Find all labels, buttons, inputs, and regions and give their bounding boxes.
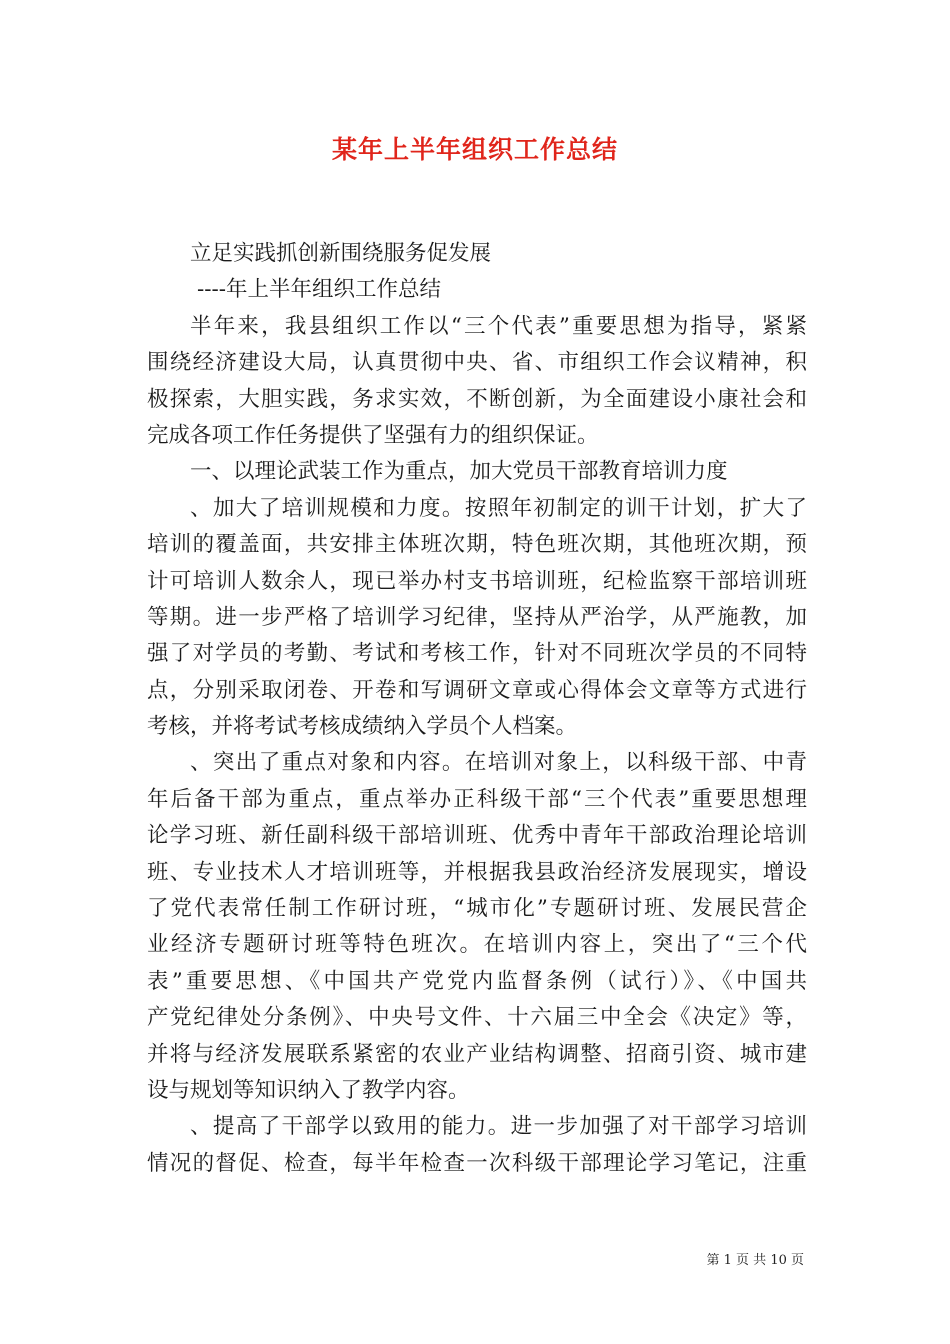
text-line: ----年上半年组织工作总结 — [197, 277, 442, 303]
text-line: 一、以理论武装工作为重点，加大党员干部教育培训力度 — [190, 459, 728, 485]
page-number: 第 1 页 共 10 页 — [706, 1253, 804, 1268]
text-line: 考核，并将考试考核成绩纳入学员个人档案。 — [147, 714, 578, 740]
text-line: 立足实践抓创新围绕服务促发展 — [190, 241, 492, 266]
text-line: 产党纪律处分条例》、中央号文件、十六届三中全会《决定》等， — [147, 1005, 807, 1031]
text-line: 论学习班、新任副科级干部培训班、优秀中青年干部政治理论培训 — [147, 823, 807, 849]
text-line: 设与规划等知识纳入了教学内容。 — [147, 1077, 470, 1103]
text-line: 极探索，大胆实践，务求实效，不断创新，为全面建设小康社会和 — [147, 386, 807, 412]
text-line: 计可培训人数余人，现已举办村支书培训班，纪检监察干部培训班 — [147, 568, 807, 594]
text-line: 完成各项工作任务提供了坚强有力的组织保证。 — [147, 422, 599, 448]
document-title: 某年上半年组织工作总结 — [331, 135, 618, 164]
text-line: 点，分别采取闭卷、开卷和写调研文章或心得体会文章等方式进行 — [147, 677, 807, 703]
text-line: 、提高了干部学以致用的能力。进一步加强了对干部学习培训 — [190, 1114, 807, 1140]
text-line: 、突出了重点对象和内容。在培训对象上，以科级干部、中青 — [190, 750, 807, 776]
document-body — [147, 236, 807, 1182]
text-line: 围绕经济建设大局，认真贯彻中央、省、市组织工作会议精神，积 — [147, 350, 807, 376]
text-line: 、加大了培训规模和力度。按照年初制定的训干计划，扩大了 — [190, 495, 807, 521]
text-line: 情况的督促、检查，每半年检查一次科级干部理论学习笔记，注重 — [147, 1150, 807, 1176]
text-line: 并将与经济发展联系紧密的农业产业结构调整、招商引资、城市建 — [147, 1041, 807, 1067]
text-line: 班、专业技术人才培训班等，并根据我县政治经济发展现实，增设 — [147, 859, 807, 885]
text-line: 半年来，我县组织工作以“三个代表”重要思想为指导，紧紧 — [190, 313, 807, 339]
text-line: 了党代表常任制工作研讨班，“城市化”专题研讨班、发展民营企 — [147, 896, 807, 922]
text-line: 培训的覆盖面，共安排主体班次期，特色班次期，其他班次期，预 — [147, 532, 807, 558]
text-line: 年后备干部为重点，重点举办正科级干部“三个代表”重要思想理 — [147, 786, 807, 812]
text-line: 业经济专题研讨班等特色班次。在培训内容上，突出了“三个代 — [147, 932, 807, 958]
text-line: 等期。进一步严格了培训学习纪律，坚持从严治学，从严施教，加 — [147, 604, 807, 630]
text-line: 强了对学员的考勤、考试和考核工作，针对不同班次学员的不同特 — [147, 641, 807, 667]
text-line: 表”重要思想、《中国共产党党内监督条例（试行）》、《中国共 — [147, 968, 807, 994]
